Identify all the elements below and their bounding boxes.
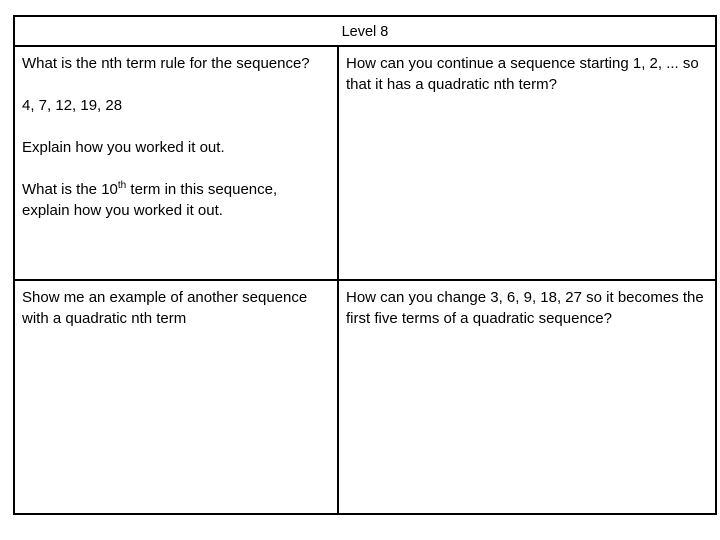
example-sequence-question: Show me an example of another sequence with a quadratic nth term: [22, 289, 308, 327]
tenth-term-superscript: th: [117, 180, 127, 191]
tenth-term-question: [22, 179, 322, 221]
cell-top-left: [22, 53, 322, 221]
explain-text: Explain how you worked it out.: [22, 139, 225, 156]
row-divider: [15, 279, 715, 281]
level-title: Level 8: [15, 17, 715, 47]
continue-sequence-question: How can you continue a sequence starting 1, 2, ... so that it has a quadratic nth term?: [346, 55, 699, 93]
worksheet-table: [13, 15, 717, 515]
nth-term-question: What is the nth term rule for the sequence?: [22, 55, 310, 72]
cell-bottom-left: [22, 287, 322, 329]
tenth-term-prefix: What is the 10: [22, 181, 118, 198]
sequence-text: 4, 7, 12, 19, 28: [22, 97, 123, 114]
cell-top-right: [346, 53, 716, 95]
cell-bottom-right: [346, 287, 716, 329]
change-sequence-question: How can you change 3, 6, 9, 18, 27 so it becomes the first five terms of a quadratic sequence?: [346, 289, 704, 327]
tenth-term-suffix: term in this sequence, explain how you worked it out.: [22, 181, 278, 219]
